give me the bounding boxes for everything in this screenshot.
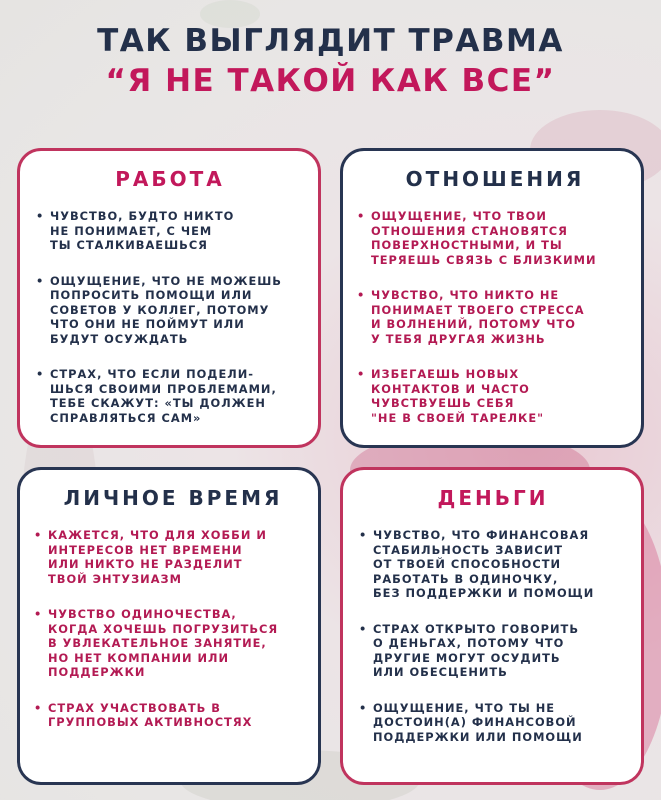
- card-personal-time: [17, 467, 321, 785]
- list-item: • СТРАХ, ЧТО ЕСЛИ ПОДЕЛИ- ШЬСЯ СВОИМИ ПРОБЛЕМАМИ, ТЕБЕ СКАЖУТ: «ТЫ ДОЛЖЕН СПРАВЛЯТЬСЯ САМ»: [36, 367, 304, 425]
- list-item: • ЧУВСТВО, ЧТО НИКТО НЕ ПОНИМАЕТ ТВОЕГО СТРЕССА И ВОЛНЕНИЙ, ПОТОМУ ЧТО У ТЕБЯ ДРУГАЯ ЖИЗНЬ: [357, 288, 633, 346]
- card-money: [340, 467, 644, 785]
- title-line-1: ТАК ВЫГЛЯДИТ ТРАВМА: [97, 23, 564, 59]
- list-item: • СТРАХ УЧАСТВОВАТЬ В ГРУППОВЫХ АКТИВНОСТЯХ: [34, 701, 312, 730]
- card-relationships-list: [357, 209, 633, 425]
- card-relationships: [340, 148, 644, 448]
- card-title-personal-time: ЛИЧНОЕ ВРЕМЯ: [63, 486, 283, 510]
- list-item: • ОЩУЩЕНИЕ, ЧТО ТЫ НЕ ДОСТОИН(А) ФИНАНСОВОЙ ПОДДЕРЖКИ ИЛИ ПОМОЩИ: [359, 701, 627, 745]
- card-work-list: [36, 209, 304, 425]
- title-line-2: “Я НЕ ТАКОЙ КАК ВСЕ”: [105, 63, 556, 99]
- card-title-work: РАБОТА: [115, 167, 225, 191]
- list-item: • ЧУВСТВО, БУДТО НИКТО НЕ ПОНИМАЕТ, С ЧЕМ ТЫ СТАЛКИВАЕШЬСЯ: [36, 209, 304, 253]
- card-work: [17, 148, 321, 448]
- list-item: • СТРАХ ОТКРЫТО ГОВОРИТЬ О ДЕНЬГАХ, ПОТОМУ ЧТО ДРУГИЕ МОГУТ ОСУДИТЬ ИЛИ ОБЕСЦЕНИТЬ: [359, 622, 627, 680]
- list-item: • ЧУВСТВО, ЧТО ФИНАНСОВАЯ СТАБИЛЬНОСТЬ ЗАВИСИТ ОТ ТВОЕЙ СПОСОБНОСТИ РАБОТАТЬ В ОДИНОЧКУ, БЕЗ ПОДДЕРЖКИ И ПОМОЩИ: [359, 528, 627, 601]
- list-item: • ИЗБЕГАЕШЬ НОВЫХ КОНТАКТОВ И ЧАСТО ЧУВСТВУЕШЬ СЕБЯ "НЕ В СВОЕЙ ТАРЕЛКЕ": [357, 367, 633, 425]
- list-item: • КАЖЕТСЯ, ЧТО ДЛЯ ХОББИ И ИНТЕРЕСОВ НЕТ ВРЕМЕНИ ИЛИ НИКТО НЕ РАЗДЕЛИТ ТВОЙ ЭНТУЗИАЗМ: [34, 528, 312, 586]
- card-money-list: [359, 528, 627, 744]
- list-item: • ОЩУЩЕНИЕ, ЧТО ТВОИ ОТНОШЕНИЯ СТАНОВЯТСЯ ПОВЕРХНОСТНЫМИ, И ТЫ ТЕРЯЕШЬ СВЯЗЬ С БЛИЗКИМИ: [357, 209, 633, 267]
- list-item: • ОЩУЩЕНИЕ, ЧТО НЕ МОЖЕШЬ ПОПРОСИТЬ ПОМОЩИ ИЛИ СОВЕТОВ У КОЛЛЕГ, ПОТОМУ ЧТО ОНИ НЕ ПОЙМУТ ИЛИ БУДУТ ОСУЖДАТЬ: [36, 274, 304, 347]
- list-item: • ЧУВСТВО ОДИНОЧЕСТВА, КОГДА ХОЧЕШЬ ПОГРУЗИТЬСЯ В УВЛЕКАТЕЛЬНОЕ ЗАНЯТИЕ, НО НЕТ КОМПАНИИ ИЛИ ПОДДЕРЖКИ: [34, 607, 312, 680]
- card-personal-time-list: [34, 528, 312, 730]
- card-title-money: ДЕНЬГИ: [437, 486, 549, 510]
- card-title-relationships: ОТНОШЕНИЯ: [405, 167, 585, 191]
